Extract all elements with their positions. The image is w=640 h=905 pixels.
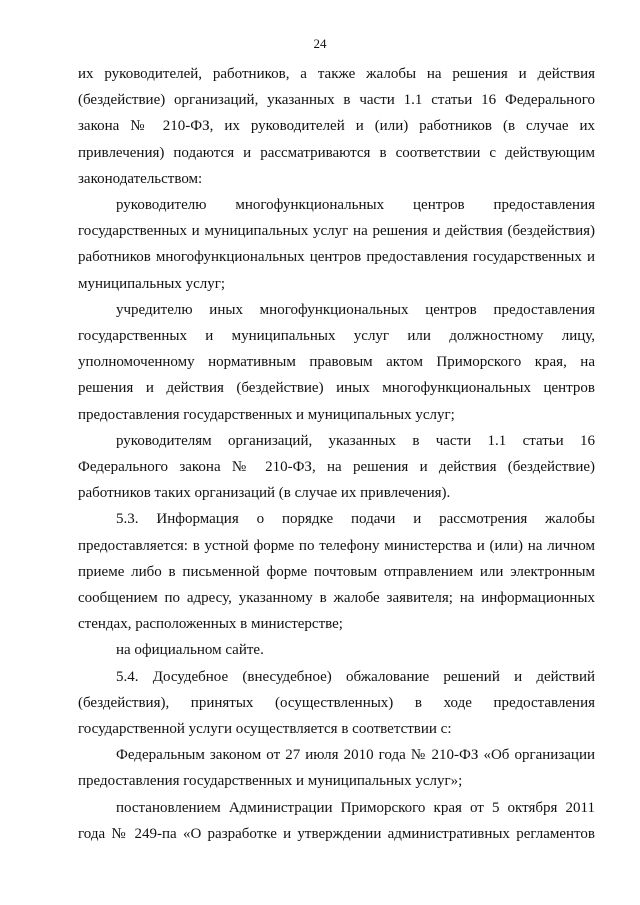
paragraph-complaints-continuation: их руководителей, работников, а также жалобы на решения и действия (бездействие) организаций, указанных в части 1.1 статьи 16 Федерального закона № 210-ФЗ, их руководителей и (или) работников (в случае их привлечения) подаются и рассматриваются в соответствии с действующим законодательством:: [78, 66, 595, 187]
paragraph-administration-resolution: постановлением Администрации Приморского края от 5 октября 2011 года № 249-па «О разработке и утверждении административных регламентов: [78, 799, 595, 842]
paragraph-official-site: на официальном сайте.: [116, 642, 264, 659]
paragraph-mfc-founder: учредителю иных многофункциональных центров предоставления государственных и муниципальных услуг или должностному лицу, уполномоченному нормативным правовым актом Приморского края, на решения и действия (бездействие) иных многофункциональных центров предоставления государственных и муниципальных услуг;: [78, 301, 595, 423]
page-number: 24: [313, 36, 327, 51]
paragraph-organization-heads: руководителям организаций, указанных в части 1.1 статьи 16 Федерального закона № 210-ФЗ, на решения и действия (бездействие) работников таких организаций (в случае их привлечения).: [78, 432, 595, 502]
paragraph-5-3: 5.3. Информация о порядке подачи и рассмотрения жалобы предоставляется: в устной форме по телефону министерства и (или) на личном приеме либо в письменной форме почтовым отправлением или электронным сообщением по адресу, указанному в жалобе заявителя; на информационных стендах, расположенных в министерстве;: [78, 511, 595, 633]
document-body: [78, 61, 595, 847]
paragraph-5-4: 5.4. Досудебное (внесудебное) обжалование решений и действий (бездействия), принятых (осуществленных) в ходе предоставления государственной услуги осуществляется в соответствии с:: [78, 668, 595, 738]
paragraph-federal-law: Федеральным законом от 27 июля 2010 года № 210-ФЗ «Об организации предоставления государственных и муниципальных услуг»;: [78, 747, 595, 790]
paragraph-mfc-head: руководителю многофункциональных центров предоставления государственных и муниципальных услуг на решения и действия (бездействия) работников многофункциональных центров предоставления государственных и муниципальных услуг;: [78, 197, 595, 292]
